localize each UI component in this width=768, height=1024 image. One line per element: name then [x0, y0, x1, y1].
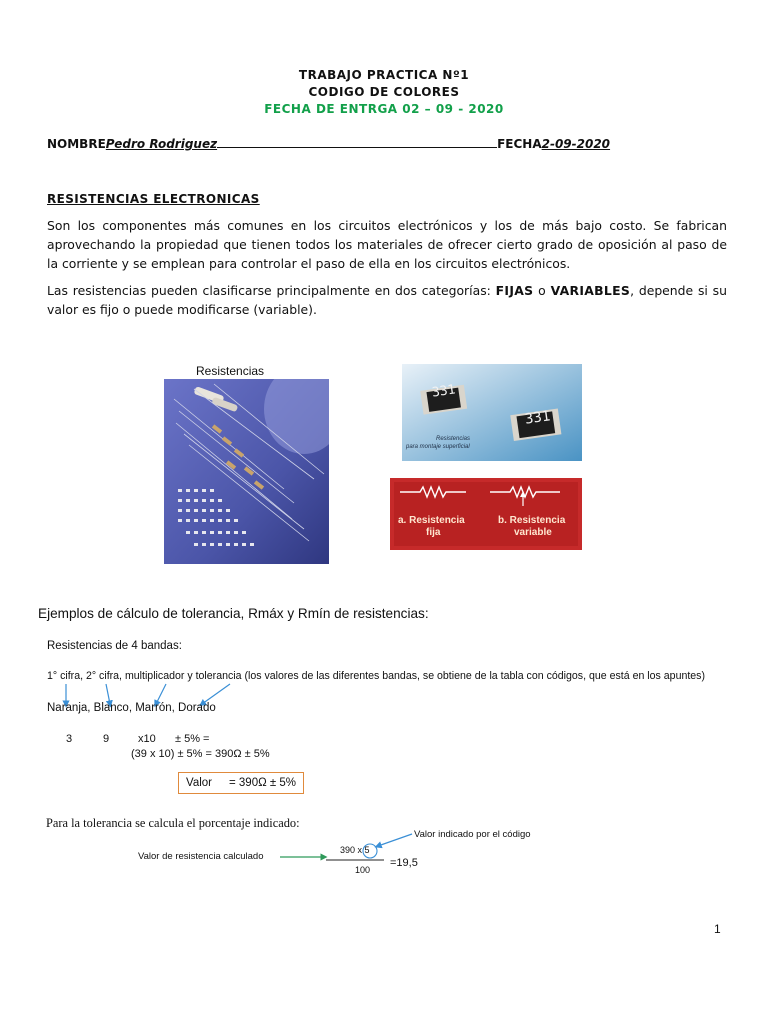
resistors-photo	[164, 379, 329, 564]
date-label: FECHA	[497, 137, 542, 151]
variable-label-1: b. Resistencia	[498, 515, 566, 526]
examples-subtitle: Resistencias de 4 bandas:	[47, 640, 182, 652]
student-date: 2-09-2020	[541, 137, 611, 151]
band-colors: Naranja, Blanco, Marrón, Dorado	[47, 702, 216, 714]
due-date: FECHA DE ENTRGA 02 – 09 - 2020	[264, 102, 504, 116]
examples-title: Ejemplos de cálculo de tolerancia, Rmáx y Rmín de resistencias:	[38, 606, 429, 621]
result-label: Valor	[186, 777, 212, 789]
student-info-line	[47, 137, 612, 151]
calculation-line: (39 x 10) ± 5% = 390Ω ± 5%	[131, 748, 270, 760]
fixed-label-2: fija	[426, 527, 441, 538]
smd-resistors-photo	[402, 364, 582, 461]
variable-term: VARIABLES	[550, 283, 631, 298]
smd-code-1: 331	[431, 382, 457, 401]
fixed-label-1: a. Resistencia	[398, 515, 465, 526]
fixed-term: FIJAS	[495, 283, 534, 298]
name-label: NOMBRE	[47, 137, 106, 151]
smd-code-2: 331	[524, 408, 552, 428]
page-number: 1	[714, 922, 721, 936]
para2-post: , depende si su valor es fijo o puede modificarse (variable).	[47, 283, 727, 317]
tolerance-explanation: Para la tolerancia se calcula el porcentaje indicado:	[46, 816, 300, 830]
digit-1: 3	[66, 733, 73, 745]
code-value-label: Valor indicado por el código	[414, 829, 531, 840]
fraction-result: =19,5	[390, 857, 418, 869]
intro-paragraph: Son los componentes más comunes en los circuitos electrónicos y los de más bajo costo. Se fabrican aprovechando la propiedad que tienen todos los materiales de ofrecer cierto grado de oposición al paso de la corriente y se emplean para controlar el paso de ella en los circuitos electrónicos.	[47, 218, 727, 271]
multiplier: x10	[138, 733, 156, 745]
doc-title: TRABAJO PRACTICA Nº1	[298, 68, 470, 82]
classification-paragraph	[47, 281, 727, 319]
digit-2: 9	[103, 733, 110, 745]
section-title: RESISTENCIAS ELECTRONICAS	[47, 192, 260, 206]
variable-label-2: variable	[514, 527, 552, 538]
result-value: = 390Ω ± 5%	[229, 777, 297, 789]
result-box	[178, 772, 304, 794]
student-name: Pedro Rodriguez	[105, 137, 218, 151]
fraction-numerator: 390 x 5	[340, 845, 370, 855]
para2-pre: Las resistencias pueden clasificarse principalmente en dos categorías:	[47, 283, 496, 298]
smd-caption-1: Resistencias	[436, 436, 471, 442]
doc-subtitle: CODIGO DE COLORES	[308, 85, 460, 99]
tolerance: ± 5% =	[175, 733, 210, 745]
resistor-symbols-image	[390, 478, 582, 550]
calculated-value-label: Valor de resistencia calculado	[138, 851, 264, 862]
bands-description: 1° cifra, 2° cifra, multiplicador y tolerancia (los valores de las diferentes bandas, se obtiene de la tabla con códigos, que está en los apuntes)	[47, 670, 706, 682]
fraction-denominator: 100	[355, 865, 371, 875]
resistors-caption: Resistencias	[196, 364, 265, 378]
name-underline	[217, 137, 497, 148]
smd-caption-2: para montaje superficial	[406, 444, 470, 450]
para2-mid: o	[533, 283, 551, 298]
